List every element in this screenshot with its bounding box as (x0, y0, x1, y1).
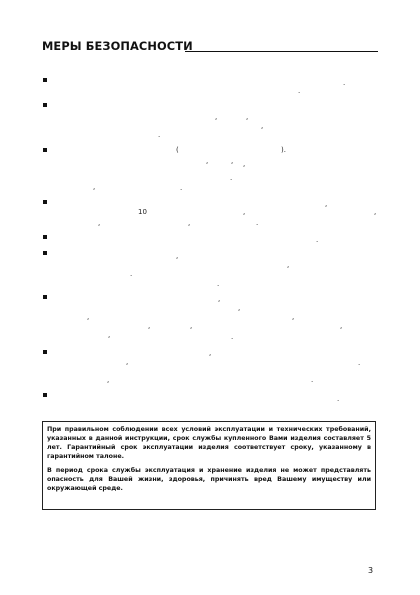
punctuation-mark: , (98, 219, 101, 227)
punctuation-mark: . (130, 270, 133, 278)
punctuation-mark: . (230, 174, 233, 182)
bullet-marker (43, 103, 47, 107)
punctuation-mark: , (292, 313, 295, 321)
bullet-marker (43, 78, 47, 82)
bullet-marker (43, 295, 47, 299)
punctuation-mark: , (176, 252, 179, 260)
punctuation-mark: , (108, 331, 111, 339)
punctuation-mark: . (358, 359, 361, 367)
punctuation-mark: , (206, 157, 209, 165)
punctuation-mark: , (287, 261, 290, 269)
bullet-marker (43, 350, 47, 354)
punctuation-mark: , (238, 304, 241, 312)
punctuation-mark: . (256, 219, 259, 227)
punctuation-mark: . (231, 333, 234, 341)
numeric-value: 10 (138, 208, 147, 216)
punctuation-mark: . (337, 395, 340, 403)
punctuation-mark: . (316, 236, 319, 244)
bullet-marker (43, 235, 47, 239)
punctuation-mark: . (217, 280, 220, 288)
punctuation-mark: , (218, 295, 221, 303)
punctuation-mark: , (243, 160, 246, 168)
bullet-marker (43, 148, 47, 152)
service-life-notice (42, 421, 376, 510)
punctuation-mark: , (188, 219, 191, 227)
punctuation-mark: , (87, 313, 90, 321)
punctuation-mark: . (158, 131, 161, 139)
punctuation-mark: . (298, 87, 301, 95)
page-number: 3 (368, 566, 374, 575)
punctuation-mark: , (340, 322, 343, 330)
title-underline (185, 51, 378, 52)
punctuation-mark: , (246, 113, 249, 121)
punctuation-mark: , (325, 200, 328, 208)
punctuation-mark: , (209, 349, 212, 357)
punctuation-mark: , (126, 358, 129, 366)
section-header (42, 39, 378, 57)
bullet-marker (43, 393, 47, 397)
punctuation-mark: . (311, 376, 314, 384)
punctuation-mark: , (93, 183, 96, 191)
notice-paragraph-safety: В период срока службы эксплуатация и хранение изделия не может представлять опасность для Вашей жизни, здоровья, причинять вред Вашему имуществу или окружающей среде. (47, 467, 371, 492)
punctuation-mark: . (180, 184, 183, 192)
notice-paragraph-service-life: При правильном соблюдении всех условий эксплуатации и технических требований, указанных в данной инструкции, срок службы купленного Вами изделия составляет 5 лет. Гарантийный срок эксплуатации изделия соответствует сроку, указанному в гарантийном талоне. (47, 426, 371, 460)
punctuation-mark: . (343, 79, 346, 87)
punctuation-mark: ( (176, 146, 179, 154)
punctuation-mark: , (374, 208, 377, 216)
punctuation-mark: , (261, 122, 264, 130)
bullet-marker (43, 200, 47, 204)
punctuation-mark: , (215, 113, 218, 121)
punctuation-mark: , (243, 208, 246, 216)
punctuation-mark: , (107, 376, 110, 384)
punctuation-mark: , (190, 322, 193, 330)
punctuation-mark: , (148, 322, 151, 330)
section-title: МЕРЫ БЕЗОПАСНОСТИ (42, 39, 193, 53)
punctuation-mark: ). (281, 146, 286, 154)
punctuation-mark: , (231, 157, 234, 165)
bullet-marker (43, 251, 47, 255)
